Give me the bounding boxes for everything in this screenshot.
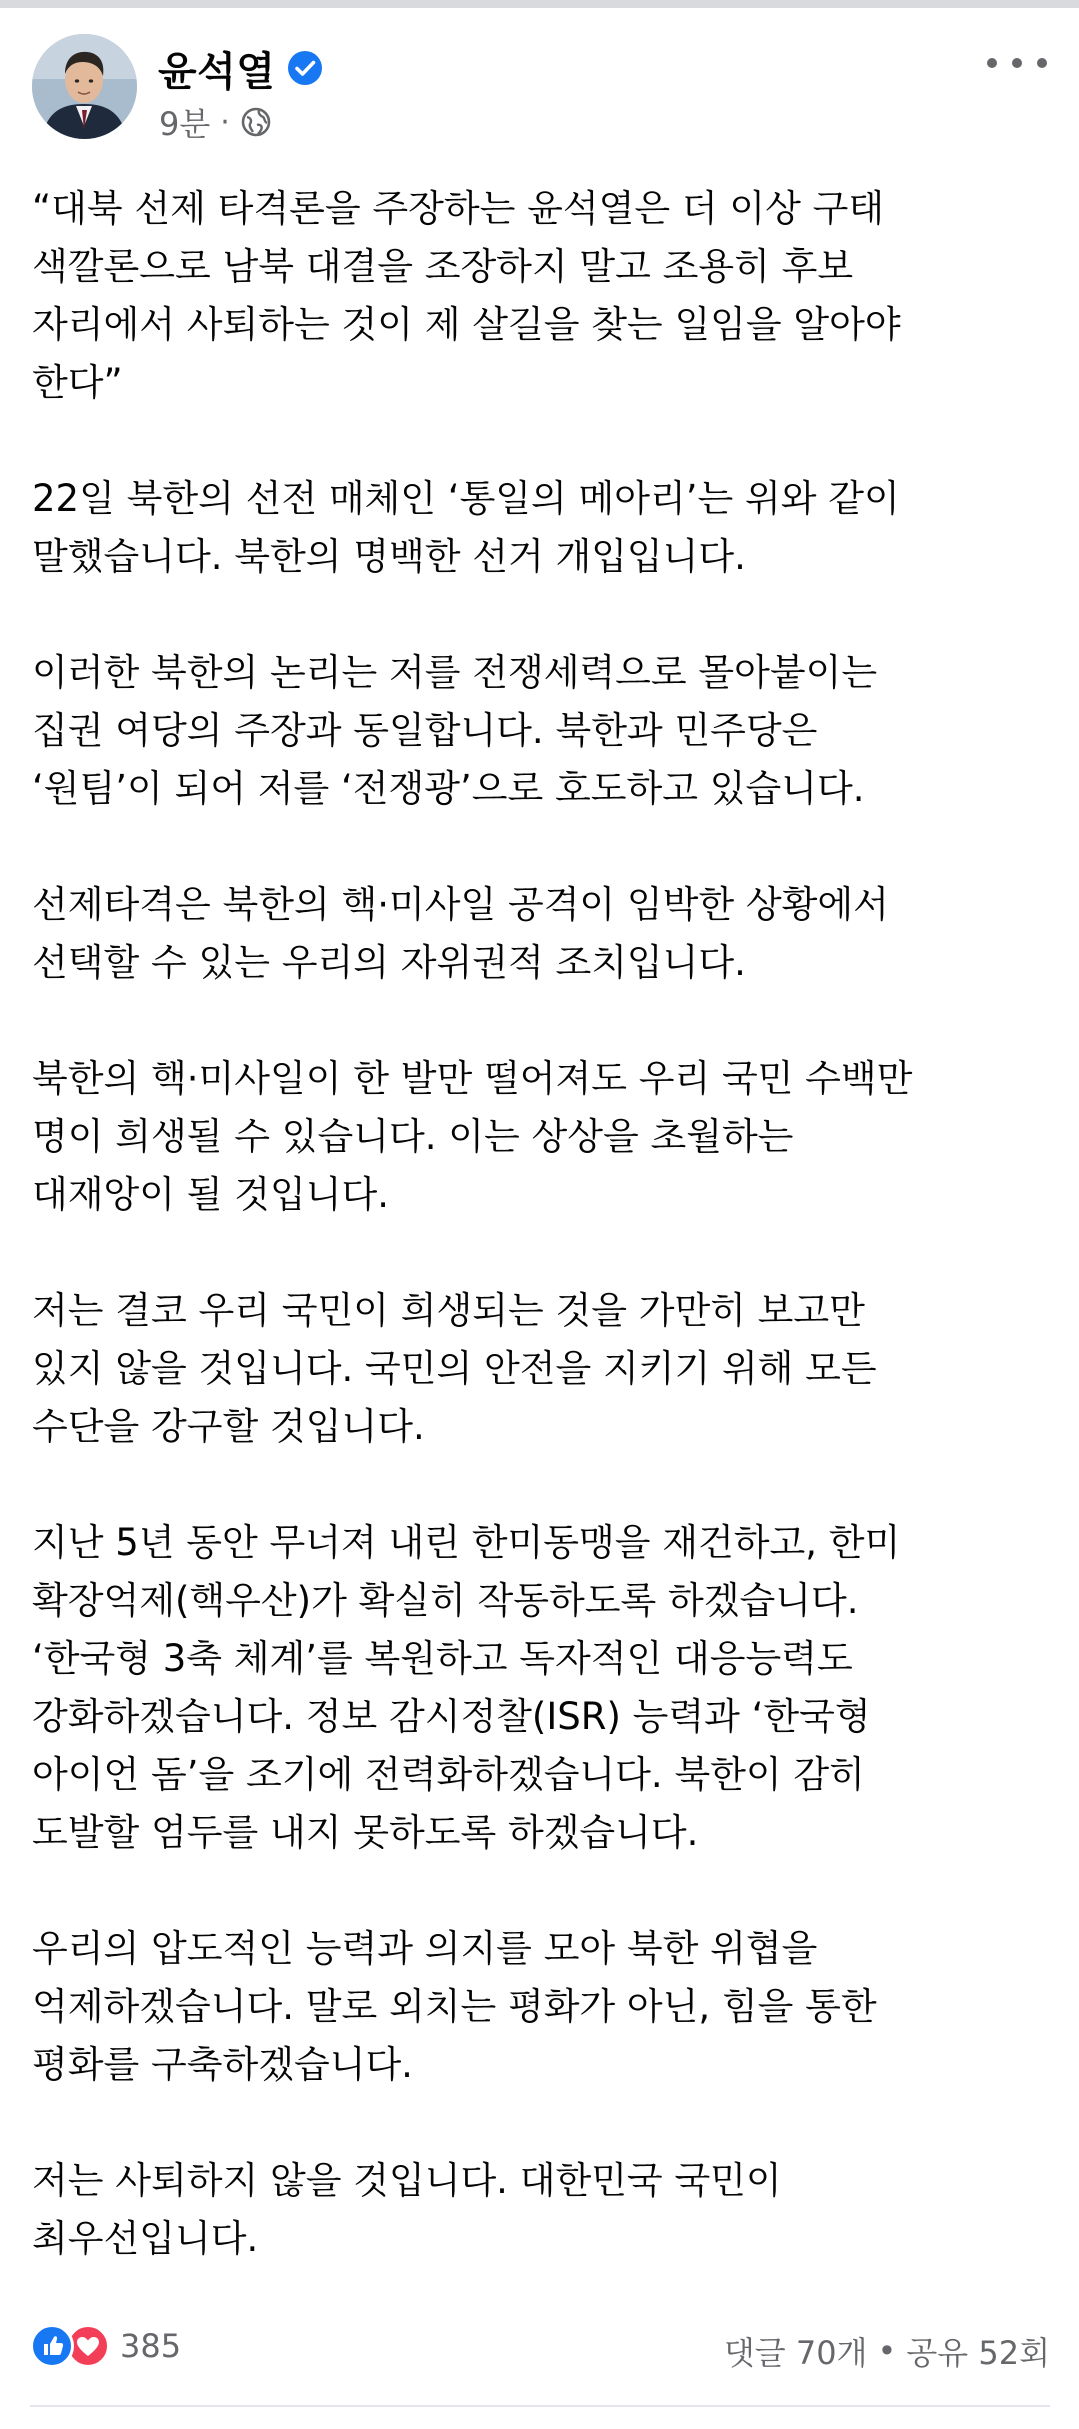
post-text-line: 색깔론으로 남북 대결을 조장하지 말고 조용히 후보 xyxy=(32,245,854,288)
post-text-line: 수단을 강구할 것입니다. xyxy=(32,1405,425,1448)
post-text-line: 한다” xyxy=(32,361,123,404)
post-text-line: 저는 사퇴하지 않을 것입니다. 대한민국 국민이 xyxy=(32,2159,782,2202)
author-name[interactable]: 윤석열 xyxy=(158,48,276,95)
avatar[interactable] xyxy=(32,34,137,139)
post-text-line: 저는 결코 우리 국민이 희생되는 것을 가만히 보고만 xyxy=(32,1289,865,1332)
post-text-line: 평화를 구축하겠습니다. xyxy=(32,2043,413,2086)
post-paragraph xyxy=(32,2152,1052,2268)
more-options-icon[interactable] xyxy=(987,48,1047,78)
post-text-line: 대재앙이 될 것입니다. xyxy=(32,1173,389,1216)
post-text-line: 선택할 수 있는 우리의 자위권적 조치입니다. xyxy=(32,941,746,984)
like-icon xyxy=(30,2324,74,2368)
post-body xyxy=(32,180,1052,2326)
post-paragraph xyxy=(32,470,1052,586)
engagement-summary xyxy=(724,2328,1050,2374)
post-text-line: ‘원팀’이 되어 저를 ‘전쟁광’으로 호도하고 있습니다. xyxy=(32,767,865,810)
avatar-portrait xyxy=(32,34,137,139)
author-line xyxy=(158,40,323,96)
post-paragraph xyxy=(32,1050,1052,1224)
more-dot xyxy=(987,58,997,68)
post-text-line: “대북 선제 타격론을 주장하는 윤석열은 더 이상 구태 xyxy=(32,187,885,230)
meta-separator: · xyxy=(220,104,230,140)
post-text-line: 최우선입니다. xyxy=(32,2217,259,2260)
post-text-line: 이러한 북한의 논리는 저를 전쟁세력으로 몰아붙이는 xyxy=(32,651,878,694)
post-text-line: 북한의 핵·미사일이 한 발만 떨어져도 우리 국민 수백만 xyxy=(32,1057,913,1100)
post-text-line: 억제하겠습니다. 말로 외치는 평화가 아닌, 힘을 통한 xyxy=(32,1985,877,2028)
reaction-icons xyxy=(30,2324,114,2368)
post-paragraph xyxy=(32,876,1052,992)
more-dot xyxy=(1037,58,1047,68)
top-edge-divider xyxy=(0,0,1079,8)
share-count[interactable]: 공유 52회 xyxy=(906,2334,1050,2372)
post-footer xyxy=(30,2318,1050,2378)
post-text-line: 강화하겠습니다. 정보 감시정찰(ISR) 능력과 ‘한국형 xyxy=(32,1695,871,1738)
post-text-line: ‘한국형 3축 체계’를 복원하고 독자적인 대응능력도 xyxy=(32,1637,853,1680)
post-text-line: 선제타격은 북한의 핵·미사일 공격이 임박한 상황에서 xyxy=(32,883,889,926)
globe-icon[interactable] xyxy=(240,106,272,138)
more-dot xyxy=(1012,58,1022,68)
post-text-line: 22일 북한의 선전 매체인 ‘통일의 메아리’는 위와 같이 xyxy=(32,477,900,520)
post-text-line: 있지 않을 것입니다. 국민의 안전을 지키기 위해 모든 xyxy=(32,1347,877,1390)
post-text-line: 집권 여당의 주장과 동일합니다. 북한과 민주당은 xyxy=(32,709,818,752)
post-text-line: 자리에서 사퇴하는 것이 제 살길을 찾는 일임을 알아야 xyxy=(32,303,901,346)
post-text-line: 확장억제(핵우산)가 확실히 작동하도록 하겠습니다. xyxy=(32,1579,859,1622)
post-paragraph xyxy=(32,644,1052,818)
post-timestamp[interactable]: 9분 xyxy=(159,105,211,143)
post-header xyxy=(32,34,1047,144)
post-paragraph xyxy=(32,1282,1052,1456)
engagement-separator: • xyxy=(877,2332,897,2370)
post-text-line: 명이 희생될 수 있습니다. 이는 상상을 초월하는 xyxy=(32,1115,794,1158)
post-paragraph xyxy=(32,1920,1052,2094)
post-text-line: 우리의 압도적인 능력과 의지를 모아 북한 위협을 xyxy=(32,1927,818,1970)
post-paragraph xyxy=(32,1514,1052,1862)
post-text-line: 지난 5년 동안 무너져 내린 한미동맹을 재건하고, 한미 xyxy=(32,1521,901,1564)
reactions-summary[interactable] xyxy=(30,2324,181,2368)
post-text-line: 아이언 돔’을 조기에 전력화하겠습니다. 북한이 감히 xyxy=(32,1753,865,1796)
post-paragraph xyxy=(32,180,1052,412)
footer-divider xyxy=(30,2405,1050,2407)
post-text-line: 말했습니다. 북한의 명백한 선거 개입입니다. xyxy=(32,535,746,578)
post-text-line: 도발할 엄두를 내지 못하도록 하겠습니다. xyxy=(32,1811,699,1854)
reaction-count: 385 xyxy=(120,2327,182,2365)
verified-badge-icon xyxy=(287,50,323,86)
post-meta xyxy=(159,102,272,142)
comment-count[interactable]: 댓글 70개 xyxy=(723,2334,868,2372)
